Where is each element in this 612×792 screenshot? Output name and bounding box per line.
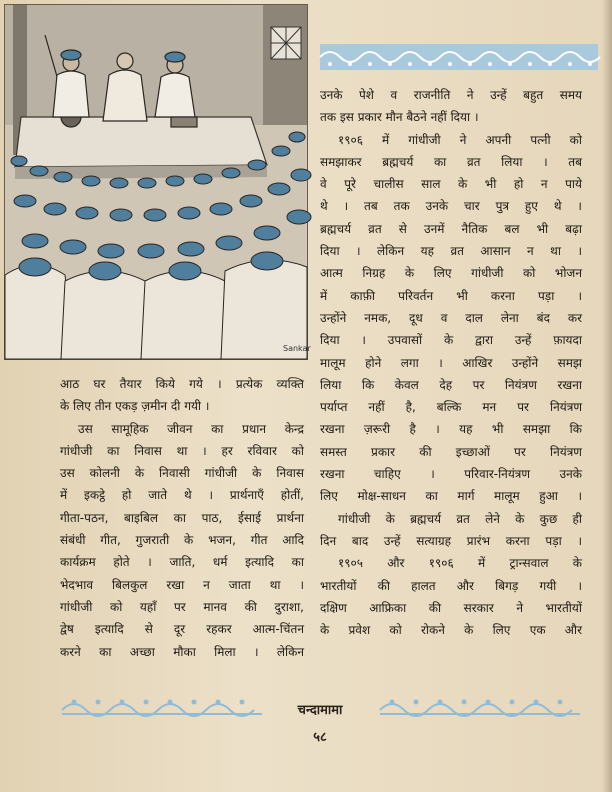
text-line: में इकट्ठे हो जाते थे । प्रार्थनाएँ होतीं, (60, 488, 304, 503)
text-line: गांधीजी को यहाँ पर मानव की दुराशा, (60, 599, 304, 614)
text-line: उनके पेशे व राजनीति ने उन्हें बहुत समय (320, 88, 582, 102)
text-column-right (320, 84, 582, 641)
text-line: में काफ़ी परिवर्तन भी करना पड़ा । (320, 288, 582, 303)
text-line: समझाकर ब्रह्मचर्य का व्रत लिया । तब (320, 154, 582, 169)
text-line: दक्षिण आफ्रिका की सरकार ने भारतीयों (320, 600, 582, 615)
text-line: उस कोलनी के निवासी गांधीजी के निवास (60, 466, 304, 481)
text-line: भारतीयों की हालत और बिगड़ गयी । (320, 578, 582, 593)
text-line: १९०६ में गांधीजी ने अपनी पत्नी को (338, 132, 582, 147)
footer-ornament-left (62, 694, 262, 718)
page-number: ५८ (313, 730, 327, 745)
footer-ornament-right (380, 694, 580, 718)
text-line: आत्म निग्रह के लिए गांधीजी को भोजन (320, 266, 582, 281)
text-line: रखना ज़रूरी है । यह भी समझा कि (320, 422, 582, 437)
text-line: भेदभाव बिलकुल रखा न जाता था । (60, 577, 304, 592)
text-line: तक इस प्रकार मौन बैठने नहीं दिया । (320, 110, 479, 125)
illustration-signature: Sankar (283, 344, 311, 353)
text-column-left (60, 373, 304, 663)
text-line: वे पूरे चालीस साल के भी हो न पाये (320, 177, 582, 192)
wave-ornament-icon (62, 694, 262, 718)
text-line: द्वेष इत्यादि से दूर रहकर आत्म-चिंतन (60, 622, 304, 637)
text-line: करने का अच्छा मौका मिला । लेकिन (60, 644, 304, 659)
text-line: कार्यक्रम होते । जाति, धर्म इत्यादि का (60, 555, 304, 570)
text-line: दिया । लेकिन यह व्रत आसान न था । (320, 244, 582, 259)
text-line: रखना चाहिए । परिवार-नियंत्रण उनके (320, 467, 582, 482)
text-line: लिए मोक्ष-साधन का मार्ग मालूम हुआ । (320, 489, 582, 504)
text-line: गीता-पठन, बाइबिल का पाठ, ईसाई प्रार्थना (60, 510, 304, 525)
text-line: समस्त प्रकार की इच्छाओं पर नियंत्रण (320, 444, 582, 459)
text-line: दिया । उपवासों के द्वारा उन्हें फ़ायदा (320, 333, 582, 348)
text-line: उन्होंने नमक, दूध व दाल लेना बंद कर (320, 310, 582, 325)
gathering-illustration-icon (5, 5, 311, 359)
text-line: आठ घर तैयार किये गये । प्रत्येक व्यक्ति (60, 377, 304, 391)
page-binding-shadow (602, 0, 612, 792)
wave-ornament-icon (320, 44, 598, 70)
illustration-gathering (4, 4, 311, 360)
text-line: १९०५ और १९०६ में ट्रान्सवाल के (338, 556, 582, 571)
text-line: के प्रवेश को रोकने के लिए एक और (320, 623, 582, 638)
text-line: गांधीजी के ब्रह्मचर्य व्रत लेने के कुछ ही (338, 511, 582, 526)
wave-ornament-top (320, 44, 598, 70)
wave-ornament-icon (380, 694, 580, 718)
text-line: पर्याप्त नहीं है, बल्कि मन पर नियंत्रण (320, 400, 582, 415)
text-line: गांधीजी का निवास था । हर रविवार को (60, 443, 304, 458)
text-line: दिन बाद उन्हें सत्याग्रह प्रारंभ करना पड़ा । (320, 533, 582, 548)
text-line: ब्रह्मचर्य व्रत से उनमें नैतिक बल भी बढ़ा (320, 221, 582, 236)
magazine-title: चन्दामामा (297, 703, 343, 718)
text-line: मालूम होने लगा । आखिर उन्होंने समझ (320, 355, 582, 370)
text-line: लिया कि केवल देह पर नियंत्रण रखना (320, 377, 582, 392)
text-line: संबंधी गीत, गुजराती के भजन, गीत आदि (60, 533, 304, 548)
text-line: उस सामूहिक जीवन का प्रधान केन्द्र (78, 421, 304, 436)
text-line: के लिए तीन एकड़ ज़मीन दी गयी । (60, 399, 210, 414)
text-line: थे । तब तक उनके चार पुत्र हुए थे । (320, 199, 582, 214)
